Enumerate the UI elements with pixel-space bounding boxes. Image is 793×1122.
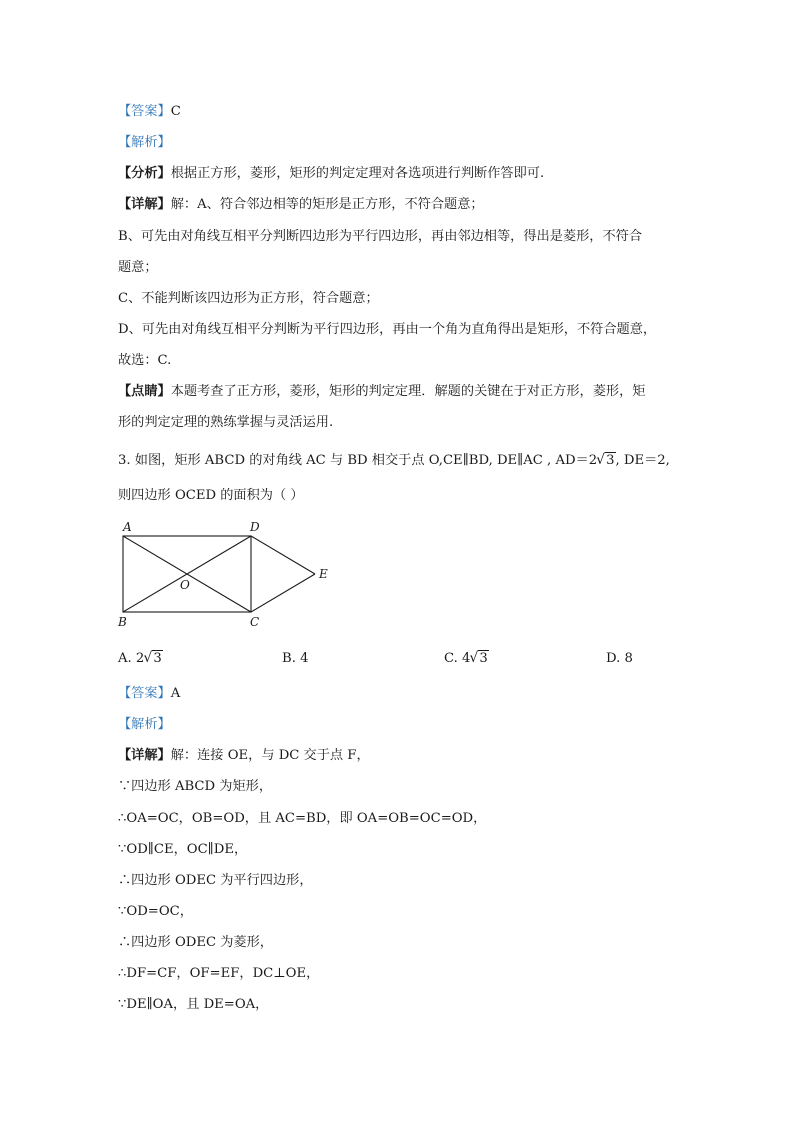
q3-answer-line bbox=[118, 685, 180, 703]
option-d: D. 8 bbox=[606, 651, 633, 666]
option-c bbox=[444, 650, 489, 668]
dianjing-tag: 【点睛】 bbox=[118, 384, 171, 399]
q2-detail-line-5: D、可先由对角线互相平分判断为平行四边形，再由一个角为直角得出是矩形，不符合题意， bbox=[118, 322, 657, 337]
q3-detail-line-1 bbox=[118, 747, 370, 765]
q3-stem-text-a: 3. 如图，矩形 ABCD 的对角线 AC 与 BD 相交于点 O,CE∥BD, DE∥AC , AD＝2 bbox=[118, 453, 598, 468]
fenxi-tag: 【分析】 bbox=[118, 166, 171, 181]
q2-detail-line-1 bbox=[118, 196, 484, 214]
q2-analysis-line bbox=[118, 134, 171, 152]
q3-step-6: ∴四边形 ODEC 为菱形， bbox=[118, 935, 273, 950]
label-d: D bbox=[250, 520, 260, 534]
option-b: B. 4 bbox=[282, 651, 309, 666]
q2-detail-line-3: 题意； bbox=[118, 260, 158, 275]
label-c: C bbox=[250, 615, 260, 629]
geometry-figure bbox=[110, 516, 340, 631]
segment-ce bbox=[251, 574, 315, 612]
q3-step-2: ∴OA=OC，OB=OD，且 AC=BD，即 OA=OB=OC=OD， bbox=[118, 811, 487, 826]
option-a bbox=[118, 650, 163, 668]
answer-value: C bbox=[170, 104, 181, 119]
q3-step-3: ∵OD∥CE，OC∥DE， bbox=[118, 842, 248, 857]
q3-stem-line-1 bbox=[118, 452, 670, 470]
label-b: B bbox=[118, 615, 127, 629]
sqrt-radicand: 3 bbox=[606, 453, 615, 468]
q2-answer-line bbox=[118, 103, 181, 121]
q3-step-1: ∵四边形 ABCD 为矩形， bbox=[118, 779, 273, 794]
q3-stem-text-b: , DE＝2, bbox=[615, 453, 670, 468]
option-a-radicand: 3 bbox=[153, 651, 162, 666]
option-a-label: A. 2 bbox=[118, 651, 145, 666]
q2-dianjing-line-2: 形的判定定理的熟练掌握与灵活运用. bbox=[118, 415, 334, 430]
q2-detail-line-2: B、可先由对角线互相平分判断四边形为平行四边形，再由邻边相等，得出是菱形，不符合 bbox=[118, 229, 642, 244]
answer-value: A bbox=[170, 686, 181, 701]
option-c-radicand: 3 bbox=[479, 651, 488, 666]
q2-detail-line-4: C、不能判断该四边形为正方形，符合题意； bbox=[118, 291, 379, 306]
answer-tag: 【答案】 bbox=[118, 686, 171, 701]
q3-step-4: ∴四边形 ODEC 为平行四边形， bbox=[118, 873, 313, 888]
detail-tag: 【详解】 bbox=[118, 197, 171, 212]
fenxi-text: 根据正方形，菱形，矩形的判定定理对各选项进行判断作答即可. bbox=[170, 166, 545, 181]
analysis-tag: 【解析】 bbox=[118, 717, 171, 732]
q3-step-7: ∴DF=CF，OF=EF，DC⊥OE， bbox=[118, 966, 320, 981]
analysis-tag: 【解析】 bbox=[118, 135, 171, 150]
q2-fenxi-line bbox=[118, 165, 544, 183]
sqrt-symbol bbox=[471, 650, 488, 668]
label-e: E bbox=[319, 567, 328, 581]
detail-text: 解：连接 OE，与 DC 交于点 F， bbox=[170, 748, 370, 763]
q3-step-8: ∵DE∥OA，且 DE=OA， bbox=[118, 997, 269, 1012]
q2-detail-line-6: 故选：C. bbox=[118, 353, 172, 368]
sqrt-symbol bbox=[145, 650, 162, 668]
option-c-label: C. 4 bbox=[444, 651, 471, 666]
detail-tag: 【详解】 bbox=[118, 748, 171, 763]
q3-stem-line-2: 则四边形 OCED 的面积为（ ） bbox=[118, 488, 304, 503]
detail-text: 解：A、符合邻边相等的矩形是正方形，不符合题意； bbox=[170, 197, 484, 212]
label-a: A bbox=[123, 520, 132, 534]
sqrt-symbol bbox=[598, 452, 615, 470]
label-o: O bbox=[180, 578, 190, 592]
q3-analysis-line bbox=[118, 716, 171, 734]
segment-de bbox=[251, 536, 315, 574]
dianjing-text: 本题考查了正方形，菱形，矩形的判定定理．解题的关键在于对正方形，菱形，矩 bbox=[170, 384, 646, 399]
q2-dianjing-line-1 bbox=[118, 383, 646, 401]
answer-tag: 【答案】 bbox=[118, 104, 171, 119]
q3-step-5: ∵OD=OC， bbox=[118, 904, 193, 919]
